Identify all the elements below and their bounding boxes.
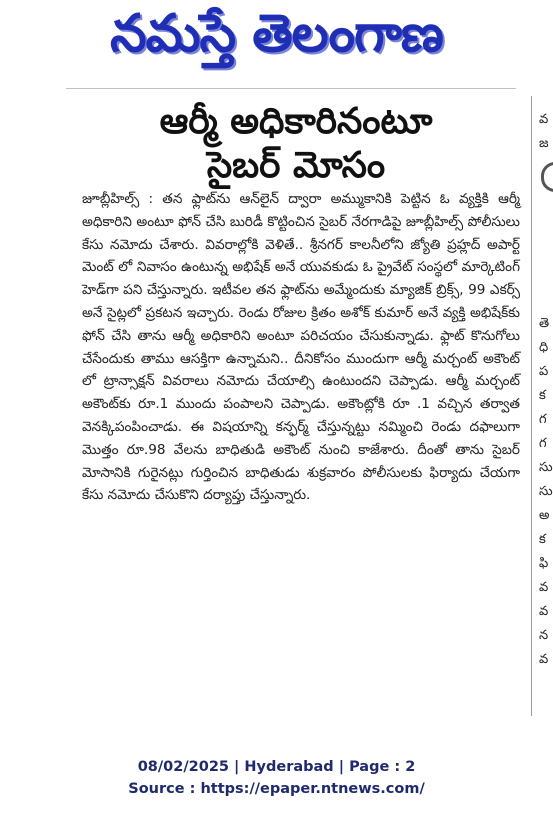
adjacent-column-fragment — [539, 108, 553, 672]
side-fragment: వ — [539, 652, 549, 667]
side-fragment: క — [539, 388, 546, 403]
side-fragment: గ — [539, 412, 547, 427]
side-fragment: జ — [539, 136, 549, 151]
masthead — [0, 0, 553, 80]
side-fragment: ఫి — [539, 556, 549, 571]
side-fragment: సు — [539, 460, 553, 475]
side-fragment: ప — [539, 364, 549, 379]
column-divider — [531, 96, 532, 716]
source-footer — [0, 756, 553, 800]
header-divider — [66, 88, 516, 89]
side-fragment: తె — [539, 316, 550, 331]
headline-line-1: ఆర్మీ అధికారినంటూ — [159, 101, 433, 142]
side-fragment: గ — [539, 436, 547, 451]
side-fragment: న — [539, 628, 549, 643]
headline-line-2: సైబర్ మోసం — [206, 145, 386, 186]
side-fragment: వ — [539, 112, 549, 127]
source-url: Source : https://epaper.ntnews.com/ — [128, 781, 425, 797]
side-fragment: ధి — [539, 340, 549, 355]
side-fragment: వ — [539, 580, 549, 595]
edition-info: 08/02/2025 | Hyderabad | Page : 2 — [137, 759, 416, 775]
side-fragment: అ — [539, 508, 550, 523]
side-fragment: క — [539, 532, 546, 547]
side-fragment: వ — [539, 604, 549, 619]
newspaper-title: నమస్తే తెలంగాణ — [110, 3, 443, 64]
article-paragraph: జూబ్లీహిల్స్ : తన ఫ్లాట్‌ను ఆన్‌లైన్ ద్వారా అమ్ముకానికి పెట్టిన ఓ వ్యక్తికి ఆర్మీ అధికారిని అంటూ ఫోన్ చేసి బురిడీ కొట్టించిన సైబర్ నేరగాడిపై జూబ్లీహిల్స్ పోలీసులు కేసు నమోదు చేశారు. వివరాల్లోకి వెళితే.. శ్రీనగర్ కాలనీలోని జ్యోతి ప్రహ్లద్ అపార్ట్ మెంట్ లో నివాసం ఉంటున్న అభిషేక్ అనే యువకుడు ఓ ప్రైవేట్ సంస్థలో మార్కెటింగ్ హెడ్‌గా పని చేస్తున్నారు. ఇటీవల తన ఫ్లాట్‌ను అమ్మేందుకు మ్యాజిక్ బ్రిక్స్, 99 ఎకర్స్ అనే సైట్లలో ప్రకటన ఇచ్చారు. రెండు రోజుల క్రితం అశోక్ కుమార్ అనే వ్యక్తి అభిషేక్‌కు ఫోన్ చేసి తాను ఆర్మీ అధికారిని అంటూ పరిచయం చేసుకున్నాడు. ఫ్లాట్ కొనుగోలు చేసేందుకు తాము ఆసక్తిగా ఉన్నామని.. దీనికోసం ముందుగా ఆర్మీ మర్చంట్ అకౌంట్ లో ట్రాన్సాక్షన్ వివరాలు నమోదు చేయాల్సి ఉంటుందని చెప్పాడు. ఆర్మీ మర్చంట్ అకౌంట్‌కు రూ.1 ముందు పంపాలని చెప్పాడు. అకౌంట్లోకి రూ .1 వచ్చిన తర్వాత వెనక్కిపంపించాడు. ఈ విషయాన్ని కన్ఫర్మ్ చేస్తున్నట్టు నమ్మించి రెండు దఫాలుగా మొత్తం రూ.98 వేలను బాధితుడి అకౌంట్ నుంచి కాజేశారు. దీంతో తాను సైబర్ మోసానికి గురైనట్లు గుర్తించిన బాధితుడు శుక్రవారం పోలీసులకు ఫిర్యాదు చేయగా కేసు నమోదు చేసుకొని దర్యాప్తు చేస్తున్నారు. — [82, 191, 520, 504]
article-body — [82, 188, 520, 507]
side-fragment: సు — [539, 484, 553, 499]
article-headline — [70, 100, 522, 188]
side-circle-mark — [541, 162, 553, 192]
